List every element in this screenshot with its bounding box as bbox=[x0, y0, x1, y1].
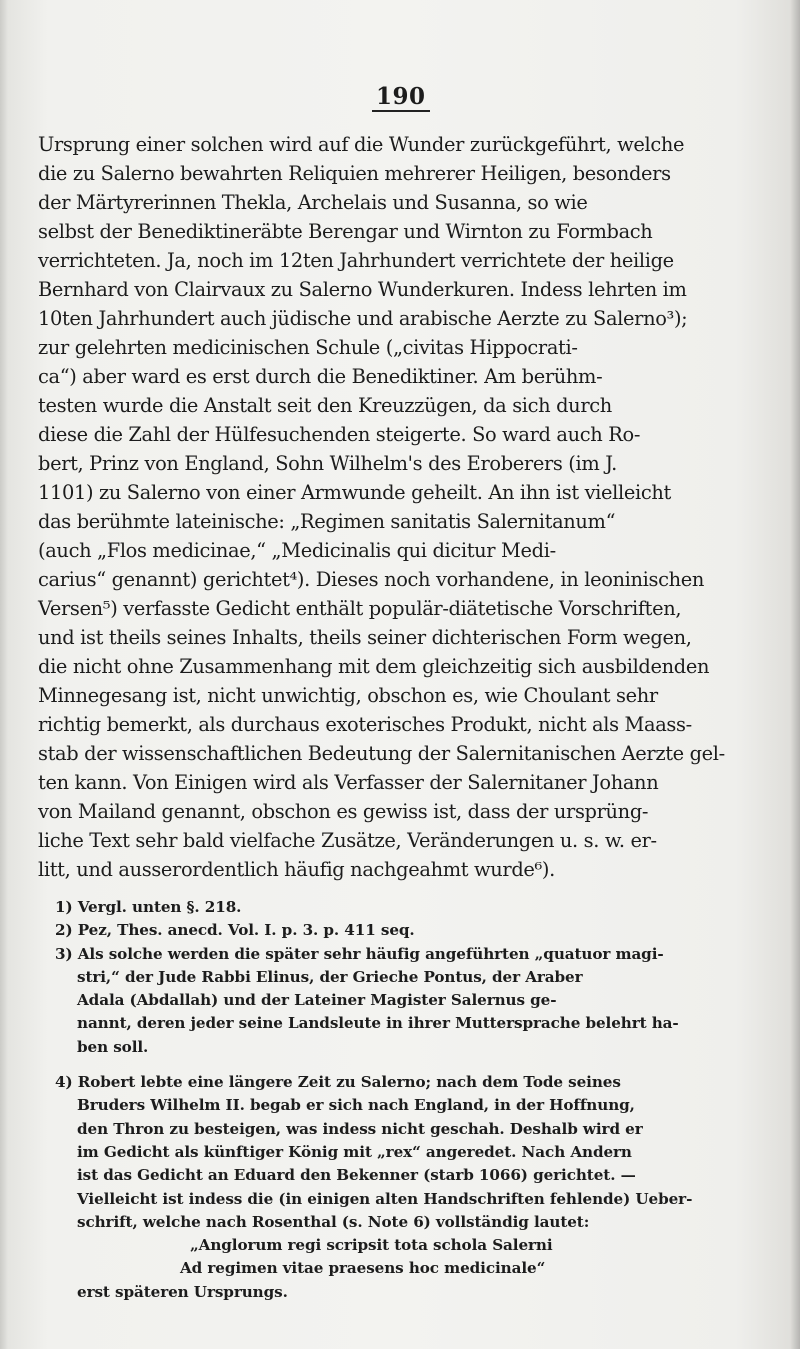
text-line: richtig bemerkt, als durchaus exoterisches Produkt, nicht als Maass- bbox=[38, 713, 692, 736]
text-line: der Märtyrerinnen Thekla, Archelais und Susanna, so wie bbox=[38, 191, 588, 214]
text-line: Bernhard von Clairvaux zu Salerno Wunderkuren. Indess lehrten im bbox=[38, 278, 687, 301]
text-line: selbst der Benediktineräbte Berengar und Wirnton zu Formbach bbox=[38, 220, 653, 243]
footnote-4-verse: „Anglorum regi scripsit tota schola Salerni bbox=[190, 1236, 553, 1255]
footnote-1: 1) Vergl. unten §. 218. bbox=[55, 898, 242, 916]
footnote-3-line: stri,“ der Jude Rabbi Elinus, der Grieche Pontus, der Araber bbox=[77, 967, 583, 986]
text-line: zur gelehrten medicinischen Schule („civitas Hippocrati- bbox=[38, 336, 578, 359]
text-line: das berühmte lateinische: „Regimen sanitatis Salernitanum“ bbox=[38, 510, 616, 533]
text-line: liche Text sehr bald vielfache Zusätze, Veränderungen u. s. w. er- bbox=[38, 829, 657, 852]
text-line: stab der wissenschaftlichen Bedeutung der Salernitanischen Aerzte gel- bbox=[38, 742, 725, 765]
footnote-3: 3) Als solche werden die später sehr häufig angeführten „quatuor magi- bbox=[55, 944, 664, 963]
footnote-3-line: nannt, deren jeder seine Landsleute in ihrer Muttersprache belehrt ha- bbox=[77, 1014, 679, 1033]
footnotes bbox=[55, 896, 785, 1304]
text-line: 1101) zu Salerno von einer Armwunde geheilt. An ihn ist vielleicht bbox=[38, 481, 671, 504]
footnote-2: 2) Pez, Thes. anecd. Vol. I. p. 3. p. 411 seq. bbox=[55, 921, 415, 940]
text-line: von Mailand genannt, obschon es gewiss ist, dass der ursprüng- bbox=[38, 800, 649, 823]
footnote-4-line: Vielleicht ist indess die (in einigen alten Handschriften fehlende) Ueber- bbox=[77, 1189, 693, 1208]
footnote-4-line: Bruders Wilhelm II. begab er sich nach England, in der Hoffnung, bbox=[77, 1096, 635, 1115]
text-line: verrichteten. Ja, noch im 12ten Jahrhundert verrichtete der heilige bbox=[38, 249, 674, 272]
main-text bbox=[38, 130, 782, 884]
text-line: (auch „Flos medicinae,“ „Medicinalis qui dicitur Medi- bbox=[38, 539, 556, 562]
text-line: testen wurde die Anstalt seit den Kreuzzügen, da sich durch bbox=[38, 394, 612, 417]
page-number: 190 bbox=[372, 84, 430, 112]
footnote-4: 4) Robert lebte eine längere Zeit zu Salerno; nach dem Tode seines bbox=[55, 1073, 621, 1092]
text-line: diese die Zahl der Hülfesuchenden steigerte. So ward auch Ro- bbox=[38, 423, 641, 446]
text-line: 10ten Jahrhundert auch jüdische und arabische Aerzte zu Salerno³); bbox=[38, 307, 688, 330]
text-line: ca“) aber ward es erst durch die Benediktiner. Am berühm- bbox=[38, 365, 603, 388]
footnote-4-line: ist das Gedicht an Eduard den Bekenner (starb 1066) gerichtet. — bbox=[77, 1166, 636, 1185]
text-line: ten kann. Von Einigen wird als Verfasser der Salernitaner Johann bbox=[38, 771, 659, 794]
footnote-4-verse: Ad regimen vitae praesens hoc medicinale“ bbox=[180, 1259, 546, 1278]
page-left-edge bbox=[0, 0, 8, 1349]
footnote-4-line: erst späteren Ursprungs. bbox=[77, 1282, 288, 1301]
footnote-3-line: Adala (Abdallah) und der Lateiner Magister Salernus ge- bbox=[77, 991, 557, 1010]
footnote-4-line: den Thron zu besteigen, was indess nicht geschah. Deshalb wird er bbox=[77, 1119, 643, 1138]
footnote-4-line: im Gedicht als künftiger König mit „rex“ angeredet. Nach Andern bbox=[77, 1142, 632, 1161]
text-line: Ursprung einer solchen wird auf die Wunder zurückgeführt, welche bbox=[38, 133, 685, 156]
text-line: bert, Prinz von England, Sohn Wilhelm's des Eroberers (im J. bbox=[38, 452, 617, 475]
text-line: und ist theils seines Inhalts, theils seiner dichterischen Form wegen, bbox=[38, 626, 692, 649]
page-right-edge bbox=[790, 0, 800, 1349]
text-line: die nicht ohne Zusammenhang mit dem gleichzeitig sich ausbildenden bbox=[38, 655, 710, 678]
footnote-spacer bbox=[55, 1059, 785, 1071]
text-line: litt, und ausserordentlich häufig nachgeahmt wurde⁶). bbox=[38, 858, 555, 881]
text-line: Minnegesang ist, nicht unwichtig, obschon es, wie Choulant sehr bbox=[38, 684, 658, 707]
text-line: Versen⁵) verfasste Gedicht enthält populär-diätetische Vorschriften, bbox=[38, 597, 682, 620]
text-line: carius“ genannt) gerichtet⁴). Dieses noch vorhandene, in leoninischen bbox=[38, 568, 705, 591]
text-line: die zu Salerno bewahrten Reliquien mehrerer Heiligen, besonders bbox=[38, 162, 671, 185]
footnote-3-line: ben soll. bbox=[77, 1037, 149, 1056]
footnote-4-line: schrift, welche nach Rosenthal (s. Note 6) vollständig lautet: bbox=[77, 1212, 590, 1231]
